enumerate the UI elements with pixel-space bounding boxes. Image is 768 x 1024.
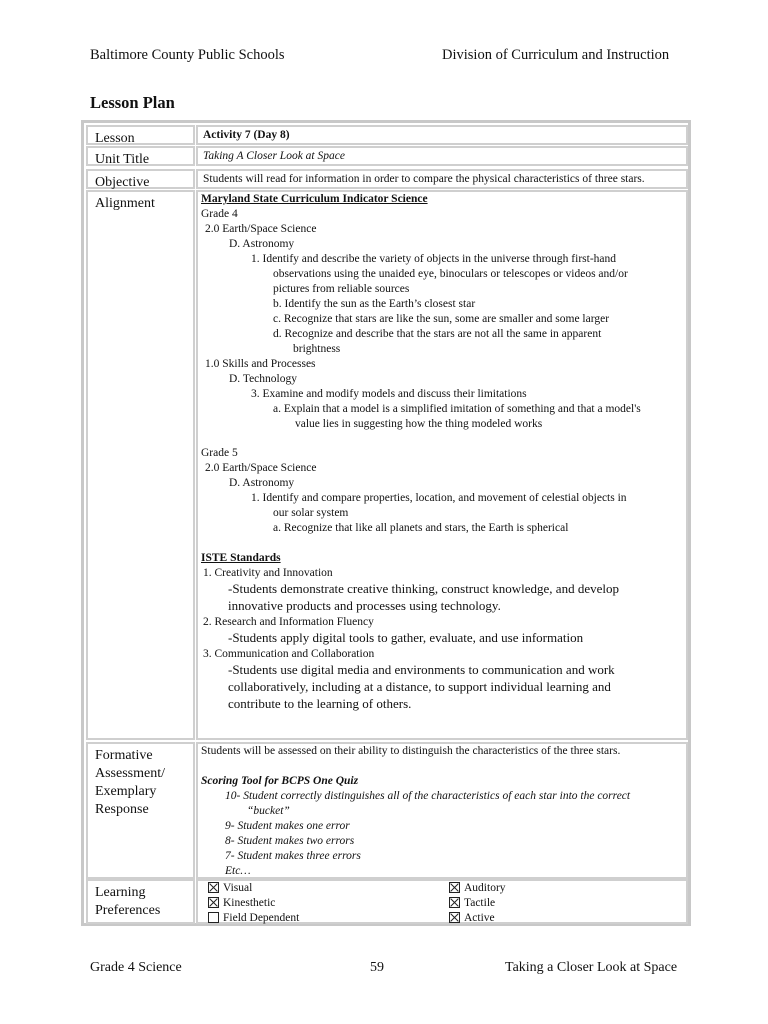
alignment-line: a. Explain that a model is a simplified imitation of something and that a model's [273,403,641,415]
alignment-line: c. Recognize that stars are like the sun, some are smaller and some larger [273,313,610,325]
alignment-line: observations using the unaided eye, binoculars or telescopes or videos and/or [273,268,628,280]
lesson-value: Activity 7 (Day 8) [196,125,688,145]
iste-line: 1. Creativity and Innovation [203,567,333,579]
learning-label-line: Learning [95,885,146,900]
scoring-line: 8- Student makes two errors [225,835,355,847]
alignment-line: brightness [293,343,341,355]
scoring-line: 10- Student correctly distinguishes all of the characteristics of each star into the correct [225,790,631,802]
alignment-line: D. Astronomy [229,477,295,489]
pref-tactile[interactable]: Tactile [449,896,495,911]
learning-label-line: Preferences [95,903,161,918]
scoring-line: 9- Student makes one error [225,820,350,832]
checkbox-field-dependent[interactable] [208,912,219,923]
checkbox-active[interactable] [449,912,460,923]
page-title: Lesson Plan [90,93,175,112]
iste-line: contribute to the learning of others. [228,696,412,711]
iste-line: innovative products and processes using technology. [228,598,501,613]
alignment-heading: Maryland State Curriculum Indicator Science [201,193,428,205]
alignment-content [196,190,688,740]
page-number: 59 [370,960,384,975]
alignment-line: d. Recognize and describe that the stars are not all the same in apparent [273,328,602,340]
alignment-line: 1. Identify and describe the variety of objects in the universe through first-hand [251,253,617,265]
formative-intro: Students will be assessed on their ability to distinguish the characteristics of the three stars. [201,745,621,757]
alignment-line: a. Recognize that like all planets and stars, the Earth is spherical [273,522,569,534]
unit-title-value: Taking A Closer Look at Space [196,146,688,166]
header-right: Division of Curriculum and Instruction [442,47,670,63]
header-left: Baltimore County Public Schools [90,47,285,63]
learning-content [196,879,688,924]
formative-label [86,742,195,879]
alignment-line: Grade 5 [201,447,238,459]
iste-line: -Students demonstrate creative thinking, construct knowledge, and develop [228,581,619,596]
lesson-label: Lesson [86,125,195,145]
alignment-line: 2.0 Earth/Space Science [205,223,317,235]
alignment-line: 2.0 Earth/Space Science [205,462,317,474]
alignment-line: D. Technology [229,373,297,385]
checkbox-visual[interactable] [208,882,219,893]
formative-label-line: Assessment/ [95,766,165,781]
formative-label-line: Formative [95,748,153,763]
formative-content [196,742,688,879]
checkbox-kinesthetic[interactable] [208,897,219,908]
pref-kinesthetic[interactable]: Kinesthetic [208,896,275,911]
learning-label [86,879,195,924]
iste-line: 3. Communication and Collaboration [203,648,375,660]
alignment-line: 1.0 Skills and Processes [205,358,316,370]
unit-title-label: Unit Title [86,146,195,166]
checkbox-auditory[interactable] [449,882,460,893]
alignment-line: 1. Identify and compare properties, location, and movement of celestial objects in [251,492,627,504]
pref-field-dependent[interactable]: Field Dependent [208,911,299,926]
alignment-line: Grade 4 [201,208,238,220]
iste-line: -Students apply digital tools to gather, evaluate, and use information [228,630,584,645]
scoring-line: 7- Student makes three errors [225,850,361,862]
pref-active[interactable]: Active [449,911,495,926]
footer-left: Grade 4 Science [90,960,182,975]
iste-line: collaboratively, including at a distance, to support individual learning and [228,679,611,694]
iste-line: -Students use digital media and environments to communication and work [228,662,615,677]
scoring-line: “bucket” [247,805,290,817]
objective-label: Objective [86,169,195,189]
formative-label-line: Response [95,802,149,817]
objective-value: Students will read for information in order to compare the physical characteristics of three stars. [196,169,688,189]
lesson-plan-table [81,120,691,926]
checkbox-tactile[interactable] [449,897,460,908]
scoring-title: Scoring Tool for BCPS One Quiz [201,775,359,787]
formative-label-line: Exemplary [95,784,157,799]
alignment-line: b. Identify the sun as the Earth’s closest star [273,298,476,310]
footer-right: Taking a Closer Look at Space [505,960,678,975]
iste-heading: ISTE Standards [201,552,281,564]
scoring-line: Etc… [225,865,251,877]
alignment-line: our solar system [273,507,349,519]
alignment-line: 3. Examine and modify models and discuss their limitations [251,388,527,400]
alignment-line: D. Astronomy [229,238,295,250]
alignment-label: Alignment [86,190,195,740]
iste-line: 2. Research and Information Fluency [203,616,374,628]
alignment-line: pictures from reliable sources [273,283,410,295]
alignment-line: value lies in suggesting how the thing modeled works [295,418,543,430]
pref-visual[interactable]: Visual [208,881,252,896]
pref-auditory[interactable]: Auditory [449,881,506,896]
